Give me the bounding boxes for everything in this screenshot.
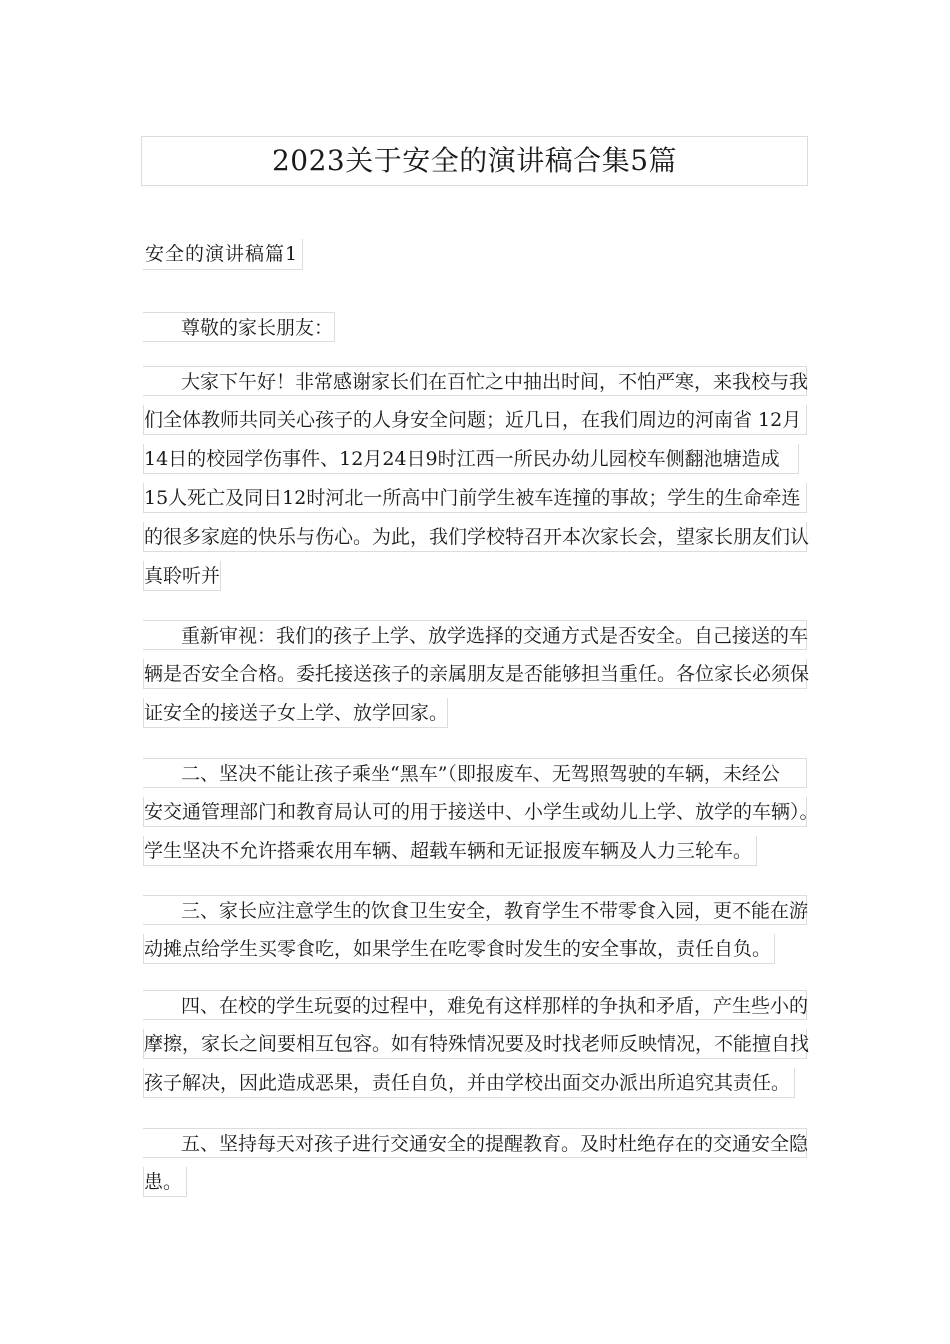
document-title: 2023关于安全的演讲稿合集5篇 — [141, 136, 808, 186]
paragraph-1-line-1: 大家下午好！非常感谢家长们在百忙之中抽出时间，不怕严寒，来我校与我 — [143, 366, 807, 396]
paragraph-5-line-1: 四、在校的学生玩耍的过程中，难免有这样那样的争执和矛盾，产生些小的 — [143, 990, 807, 1020]
paragraph-3-line-1: 二、坚决不能让孩子乘坐“黑车”（即报废车、无驾照驾驶的车辆，未经公 — [143, 758, 807, 788]
paragraph-4-line-2: 动摊点给学生买零食吃，如果学生在吃零食时发生的安全事故，责任自负。 — [143, 934, 775, 964]
paragraph-4-line-1: 三、家长应注意学生的饮食卫生安全，教育学生不带零食入园，更不能在游 — [143, 895, 807, 925]
paragraph-2-line-2: 辆是否安全合格。委托接送孩子的亲属朋友是否能够担当重任。各位家长必须保 — [143, 659, 807, 689]
paragraph-2-line-1: 重新审视：我们的孩子上学、放学选择的交通方式是否安全。自己接送的车 — [143, 620, 807, 650]
paragraph-1-line-5: 的很多家庭的快乐与伤心。为此，我们学校特召开本次家长会，望家长朋友们认 — [143, 522, 807, 552]
paragraph-1-line-2: 们全体教师共同关心孩子的人身安全问题；近几日，在我们周边的河南省 12月 — [143, 405, 807, 435]
paragraph-3-line-3: 学生坚决不允许搭乘农用车辆、超载车辆和无证报废车辆及人力三轮车。 — [143, 836, 757, 866]
paragraph-2-line-3: 证安全的接送子女上学、放学回家。 — [143, 698, 448, 728]
paragraph-1-line-4: 15人死亡及同日12时河北一所高中门前学生被车连撞的事故；学生的生命牵连 — [143, 483, 807, 513]
paragraph-5-line-2: 摩擦，家长之间要相互包容。如有特殊情况要及时找老师反映情况，不能擅自找 — [143, 1029, 807, 1059]
paragraph-1-line-6: 真聆听并 — [143, 561, 221, 591]
greeting-line: 尊敬的家长朋友： — [143, 312, 335, 342]
section-heading: 安全的演讲稿篇1 — [143, 239, 303, 270]
paragraph-5-line-3: 孩子解决，因此造成恶果，责任自负，并由学校出面交办派出所追究其责任。 — [143, 1068, 795, 1098]
paragraph-3-line-2: 安交通管理部门和教育局认可的用于接送中、小学生或幼儿上学、放学的车辆）。 — [143, 797, 807, 827]
paragraph-6-line-2: 患。 — [143, 1167, 187, 1197]
paragraph-6-line-1: 五、坚持每天对孩子进行交通安全的提醒教育。及时杜绝存在的交通安全隐 — [143, 1128, 807, 1158]
paragraph-1-line-3: 14日的校园学伤事件、12月24日9时江西一所民办幼儿园校车侧翻池塘造成 — [143, 444, 799, 474]
